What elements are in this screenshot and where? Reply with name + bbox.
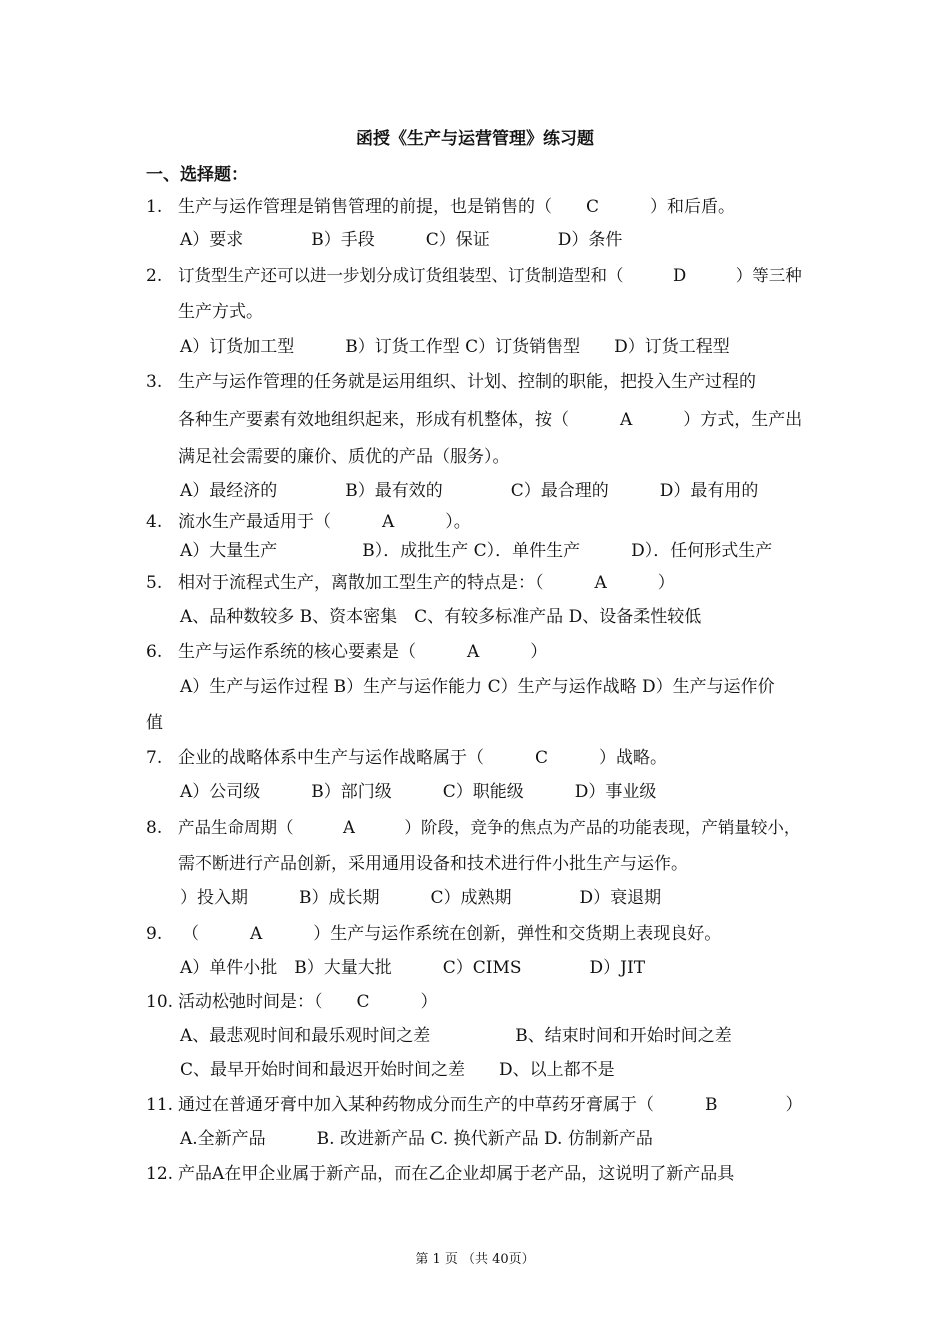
question-text: 流水生产最适用于（ A ）。 bbox=[178, 512, 471, 532]
question-options: A、最悲观时间和最乐观时间之差 B、结束时间和开始时间之差 bbox=[180, 1026, 732, 1046]
question-options: A、品种数较多 B、资本密集 C、有较多标准产品 D、设备柔性较低 bbox=[180, 607, 702, 627]
question-text: 生产与运作系统的核心要素是（ A ） bbox=[178, 642, 548, 662]
question-options: A.全新产品 B. 改进新产品 C. 换代新产品 D. 仿制新产品 bbox=[180, 1129, 653, 1149]
question-text: 生产与运作管理的任务就是运用组织、计划、控制的职能，把投入生产过程的 bbox=[178, 372, 756, 392]
question-number: 10. bbox=[146, 992, 174, 1012]
question-text: 满足社会需要的廉价、质优的产品（服务）。 bbox=[178, 447, 510, 467]
question-options: A）订货加工型 B）订货工作型 C）订货销售型 D）订货工程型 bbox=[180, 337, 730, 357]
question-text: 生产方式。 bbox=[178, 302, 263, 322]
question-text: 产品生命周期（ A ）阶段，竞争的焦点为产品的功能表现，产销量较小， bbox=[178, 818, 801, 837]
question-text: 企业的战略体系中生产与运作战略属于（ C ）战略。 bbox=[178, 748, 668, 768]
question-number: 9. bbox=[146, 924, 163, 944]
question-text: 生产与运作管理是销售管理的前提，也是销售的（ C ）和后盾。 bbox=[178, 197, 736, 217]
question-text: 各种生产要素有效地组织起来，形成有机整体，按（ A ）方式，生产出 bbox=[178, 410, 803, 430]
question-number: 1. bbox=[146, 197, 163, 217]
question-options: 值 bbox=[146, 713, 163, 733]
question-text: （ A ）生产与运作系统在创新，弹性和交货期上表现良好。 bbox=[182, 924, 722, 944]
question-number: 11. bbox=[146, 1095, 174, 1115]
question-number: 4. bbox=[146, 512, 163, 532]
question-options: A）生产与运作过程 B）生产与运作能力 C）生产与运作战略 D）生产与运作价 bbox=[180, 677, 775, 697]
question-number: 5. bbox=[146, 573, 163, 593]
question-options: ）投入期 B）成长期 C）成熟期 D）衰退期 bbox=[180, 888, 662, 908]
question-text: 产品A在甲企业属于新产品，而在乙企业却属于老产品，这说明了新产品具 bbox=[178, 1164, 735, 1184]
question-number: 12. bbox=[146, 1164, 174, 1184]
section-heading: 一、选择题： bbox=[146, 165, 248, 185]
question-options: C、最早开始时间和最迟开始时间之差 D、以上都不是 bbox=[180, 1060, 615, 1080]
question-options: A）大量生产 B）．成批生产 C）．单件生产 D）．任何形式生产 bbox=[180, 541, 773, 561]
question-number: 3. bbox=[146, 372, 163, 392]
question-number: 8. bbox=[146, 818, 163, 838]
question-text: 活动松弛时间是：（ C ） bbox=[178, 992, 438, 1012]
question-number: 2. bbox=[146, 266, 163, 286]
question-options: A）最经济的 B）最有效的 C）最合理的 D）最有用的 bbox=[180, 481, 759, 501]
question-text: 通过在普通牙膏中加入某种药物成分而生产的中草药牙膏属于（ B ） bbox=[178, 1095, 803, 1115]
question-options: A）要求 B）手段 C）保证 D）条件 bbox=[180, 230, 623, 250]
question-number: 6. bbox=[146, 642, 163, 662]
question-number: 7. bbox=[146, 748, 163, 768]
question-options: A）单件小批 B）大量大批 C）CIMS D）JIT bbox=[180, 958, 646, 978]
question-text: 订货型生产还可以进一步划分成订货组装型、订货制造型和（ D ）等三种 bbox=[178, 266, 802, 285]
question-text: 相对于流程式生产，离散加工型生产的特点是：（ A ） bbox=[178, 573, 675, 593]
document-title: 函授《生产与运营管理》练习题 bbox=[356, 129, 594, 149]
question-options: A）公司级 B）部门级 C）职能级 D）事业级 bbox=[180, 782, 657, 802]
question-text: 需不断进行产品创新，采用通用设备和技术进行件小批生产与运作。 bbox=[178, 854, 688, 874]
page-footer: 第 1 页 （共 40页） bbox=[415, 1252, 535, 1267]
